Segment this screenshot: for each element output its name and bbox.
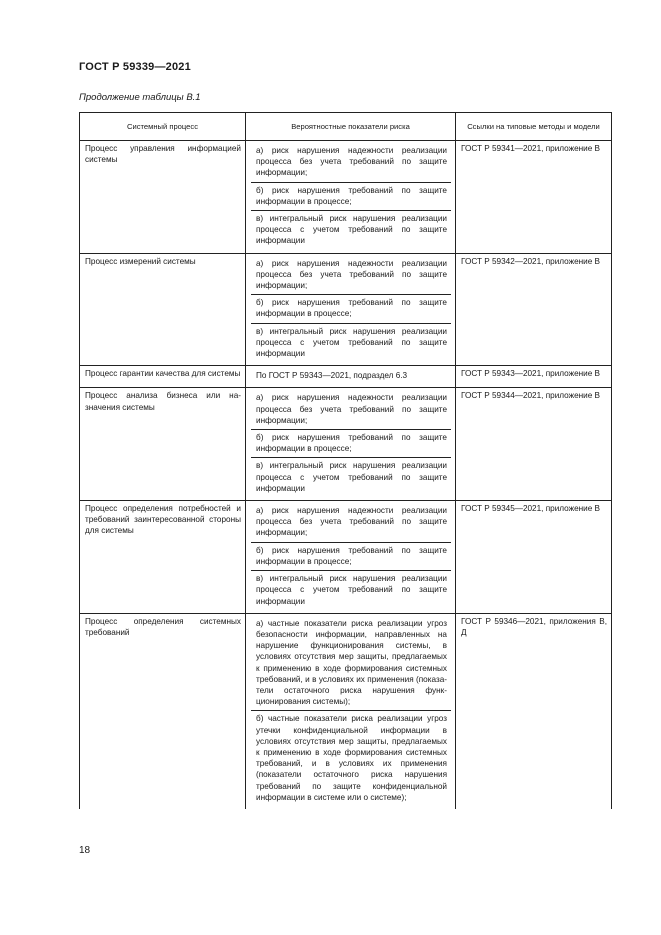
risk-item: б) частные показатели риска реализации угроз утечки конфиденциальной информации в условиях отсутствия мер защиты, предлагаемых к применению в ходе формирования системных требований, и в условиях их применения (показатели остаточного риска нарушения требований по защите конфиденциальной информации в системе или о системе);	[251, 710, 451, 806]
requirements-table	[79, 112, 612, 809]
table-header-row	[80, 113, 612, 141]
reference-cell: ГОСТ Р 59342—2021, приложение В	[456, 253, 612, 366]
page-number: 18	[79, 845, 91, 856]
table-row	[80, 366, 612, 388]
reference-cell: ГОСТ Р 59345—2021, приложение В	[456, 501, 612, 614]
risk-item: в) интегральный риск нарушения реализации процесса с учетом требований по защите информации	[251, 457, 451, 497]
process-cell: Процесс гарантии качества для системы	[80, 366, 246, 388]
process-cell: Процесс определения потребностей и требований заинтересованной стороны для системы	[80, 501, 246, 614]
risk-item: в) интегральный риск нарушения реализации процесса с учетом требований по защите информации	[251, 570, 451, 610]
table-row	[80, 253, 612, 366]
risk-item: По ГОСТ Р 59343—2021, подраздел 6.3	[256, 371, 408, 381]
risk-item: б) риск нарушения требований по защите информации в процессе;	[251, 294, 451, 322]
table-row	[80, 501, 612, 614]
reference-cell: ГОСТ Р 59346—2021, приложения В, Д	[456, 613, 612, 809]
column-header-process: Системный процесс	[80, 113, 246, 141]
risk-cell	[246, 141, 456, 254]
table-row	[80, 141, 612, 254]
risk-item: б) риск нарушения требований по защите информации в процессе;	[251, 542, 451, 570]
reference-cell: ГОСТ Р 59341—2021, приложение В	[456, 141, 612, 254]
risk-cell	[246, 253, 456, 366]
table-continuation-caption: Продолжение таблицы В.1	[79, 92, 201, 103]
document-code-header: ГОСТ Р 59339—2021	[79, 61, 191, 73]
column-header-references: Ссылки на типовые методы и модели	[456, 113, 612, 141]
risk-item: а) риск нарушения надежности реализации процесса без учета требований по защите информации;	[256, 258, 447, 291]
risk-cell	[246, 366, 456, 388]
process-cell: Процесс определения системных требований	[80, 613, 246, 809]
risk-item: б) риск нарушения требований по защите информации в процессе;	[251, 429, 451, 457]
risk-item: б) риск нарушения требований по защите информации в процессе;	[251, 182, 451, 210]
process-cell: Процесс измерений системы	[80, 253, 246, 366]
table-row	[80, 388, 612, 501]
risk-item: в) интегральный риск нарушения реализации процесса с учетом требований по защите информации	[251, 323, 451, 363]
risk-cell	[246, 388, 456, 501]
risk-item: а) риск нарушения надежности реализации процесса без учета требований по защите информации;	[256, 146, 447, 178]
risk-cell	[246, 501, 456, 614]
risk-item: а) риск нарушения надежности реализации процесса без учета требований по защите информации;	[256, 393, 447, 425]
column-header-risk-indicators: Вероятностные показатели риска	[246, 113, 456, 141]
reference-cell: ГОСТ Р 59344—2021, приложение В	[456, 388, 612, 501]
risk-item: а) риск нарушения надежности реализации процесса без учета требований по защите информации;	[256, 506, 447, 538]
process-cell: Процесс анализа бизнеса или назначения системы	[80, 388, 246, 501]
process-cell: Процесс управления информацией системы	[80, 141, 246, 254]
reference-cell: ГОСТ Р 59343—2021, приложение В	[456, 366, 612, 388]
risk-item: в) интегральный риск нарушения реализации процесса с учетом требований по защите информации	[251, 210, 451, 250]
risk-cell	[246, 613, 456, 809]
table-row	[80, 613, 612, 809]
risk-item: а) частные показатели риска реализации угроз безопасности информации, направленных на нарушение функционирования системы, в условиях отсутствия мер защиты, предлагаемых к применению в ходе формирования системных требований, и в условиях их применения (показатели остаточного риска нарушения функционирования системы);	[256, 618, 447, 707]
